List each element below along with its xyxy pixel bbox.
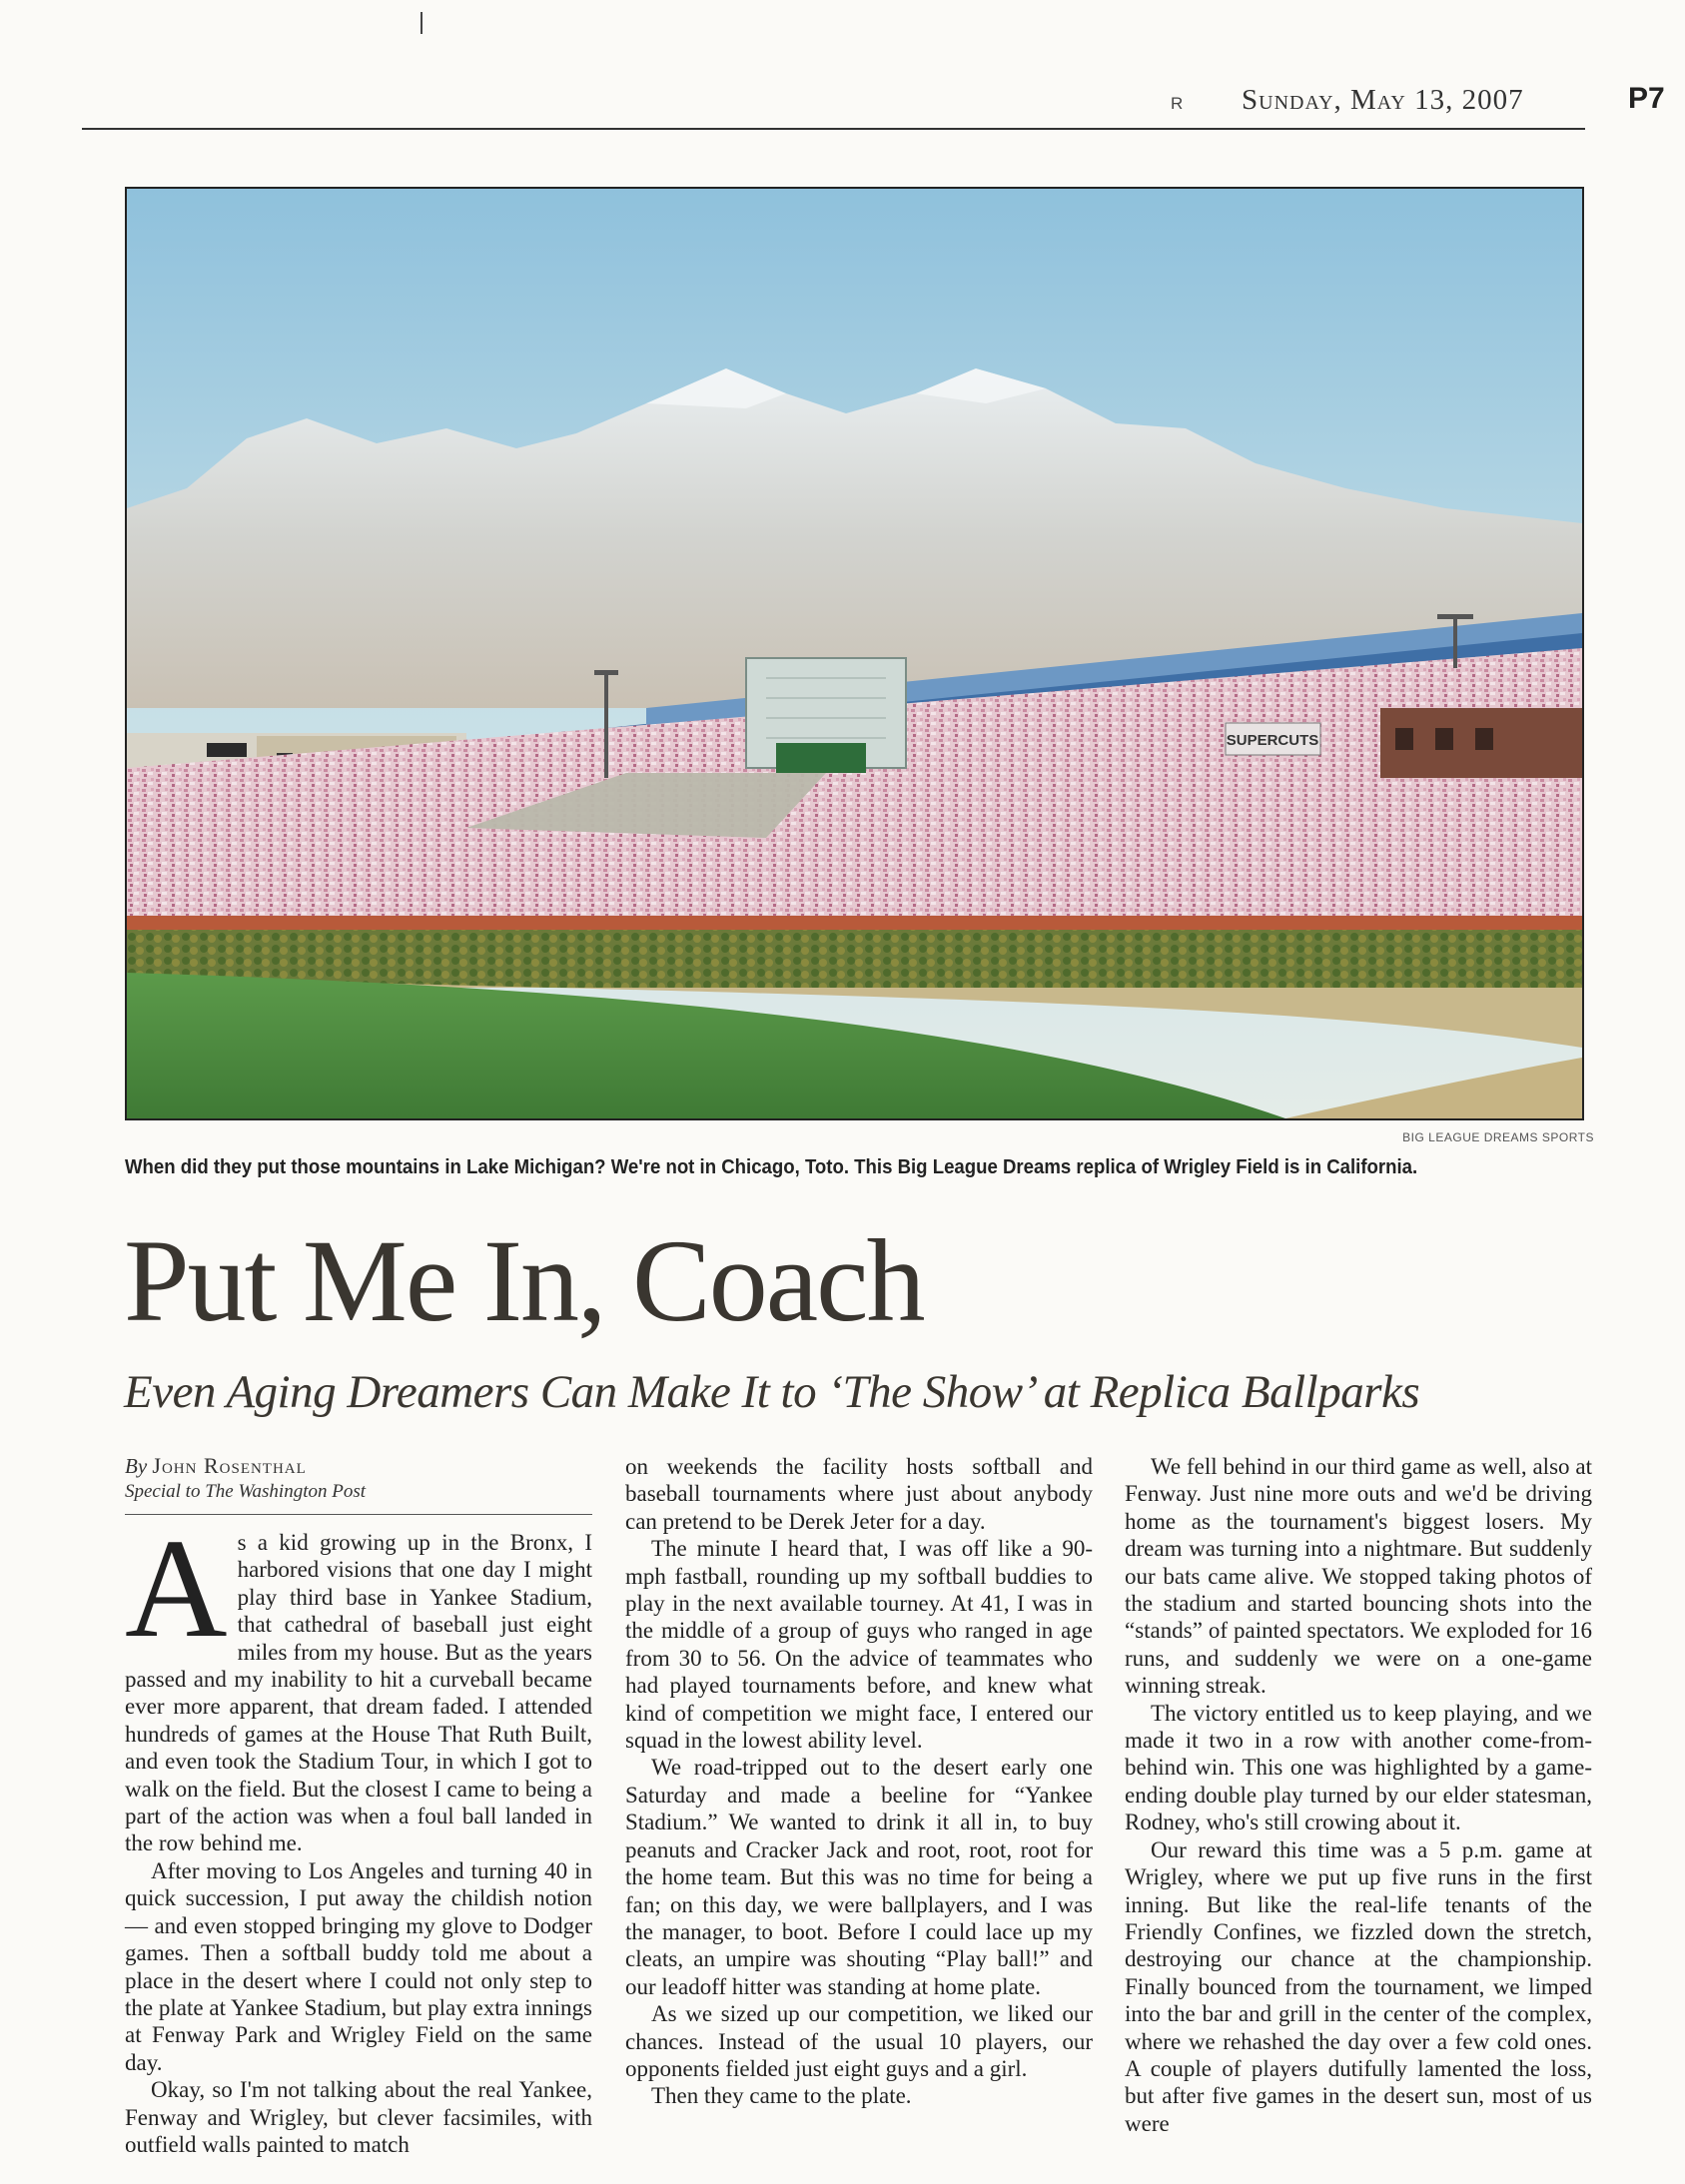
byline-prefix: By (125, 1454, 148, 1478)
page-header (82, 82, 1665, 130)
paragraph: We fell behind in our third game as well, also at Fenway. Just nine more outs and we'd be driving home as the tournament's biggest losers. My dream was turning into a nightmare. But suddenly our bats came alive. We stopped taking photos of the stadium and started bouncing shots into the “stands” of painted spectators. We exploded for 16 runs, and suddenly we were on a one-game winning streak. (1125, 1454, 1592, 1699)
photo-caption: When did they put those mountains in Lake Michigan? We're not in Chicago, Toto. This Big League Dreams replica of Wrigley Field is in California. (125, 1156, 1418, 1178)
paragraph: The victory entitled us to keep playing, and we made it two in a row with another come-from-behind win. This one was highlighted by a game-ending double play turned by our elder statesman, Rodney, who's still crowing about it. (1125, 1700, 1592, 1835)
paragraph: After moving to Los Angeles and turning 40 in quick succession, I put away the childish notion — and even stopped bringing my glove to Dodger games. Then a softball buddy told me about a place in the desert where I could not only step to the plate at Yankee Stadium, but play extra innings at Fenway Park and Wrigley Field on the same day. (125, 1857, 592, 2075)
edition-mark: R (1171, 94, 1184, 113)
paragraph: The minute I heard that, I was off like a 90-mph fastball, rounding up my softball buddies to play in the next available tourney. At 41, I was in the middle of a group of guys who ranged in age from 30 to 56. On the advice of teammates who had played tournaments before, and knew what kind of competition we might face, I entered our squad in the lowest ability level. (625, 1536, 1093, 1754)
author-affiliation: Special to The Washington Post (125, 1481, 367, 1502)
photo-credit: BIG LEAGUE DREAMS SPORTS (1402, 1130, 1594, 1144)
drop-cap: A (125, 1509, 228, 1667)
author-name: John Rosenthal (152, 1453, 307, 1478)
paragraph (125, 1509, 592, 1857)
paragraph: Our reward this time was a 5 p.m. game at Wrigley, where we put up five runs in the first inning. But like the real-life tenants of the Friendly Confines, we fizzled down the stretch, destroying our chance at the championship. Finally bounced from the tournament, we limped into the bar and grill in the center of the complex, where we rehashed the day over a few cold ones. A couple of players dutifully lamented the loss, but after five games in the desert sun, most of us were (1125, 1836, 1592, 2136)
scan-mark (421, 12, 422, 34)
supercuts-sign: SUPERCUTS (1226, 732, 1319, 749)
paragraph: on weekends the facility hosts softball and baseball tournaments where just about anybody can pretend to be Derek Jeter for a day. (625, 1454, 1093, 1534)
article-column-1 (125, 1453, 592, 2158)
paragraph: As we sized up our competition, we liked our chances. Instead of the usual 10 players, our opponents fielded just eight guys and a girl. (625, 2001, 1093, 2081)
paragraph: Okay, so I'm not talking about the real Yankee, Fenway and Wrigley, but clever facsimiles, with outfield walls painted to match (125, 2077, 592, 2157)
stadium-photo (125, 187, 1584, 1120)
headline: Put Me In, Coach (124, 1215, 924, 1346)
paragraph: We road-tripped out to the desert early one Saturday and made a beeline for “Yankee Stadium.” We wanted to drink it all in, to buy peanuts and Cracker Jack and root, root, root for the home team. But this was no time for being a fan; on this day, we were ballplayers, and I was the manager, to boot. Before I could lace up my cleats, an umpire was shouting “Play ball!” and our leadoff hitter was standing at home plate. (625, 1755, 1093, 1999)
deck-subheadline: Even Aging Dreamers Can Make It to ‘The Show’ at Replica Ballparks (124, 1366, 1420, 1418)
paragraph: Then they came to the plate. (651, 2083, 912, 2109)
paragraph-text: s a kid growing up in the Bronx, I harbored visions that one day I might play third base in Yankee Stadium, that cathedral of baseball just eight miles from my house. But as the years passed and my inability to hit a curveball became ever more apparent, that dream faded. I attended hundreds of games at the House That Ruth Built, and even took the Stadium Tour, in which I got to walk on the field. But the closest I came to being a part of the action was when a foul ball landed in the row behind me. (125, 1530, 592, 1856)
article-column-2 (625, 1453, 1093, 2110)
issue-date: Sunday, May 13, 2007 (1242, 84, 1524, 116)
article-column-3 (1125, 1453, 1592, 2137)
page-number: P7 (1628, 82, 1665, 115)
byline (125, 1453, 592, 1504)
